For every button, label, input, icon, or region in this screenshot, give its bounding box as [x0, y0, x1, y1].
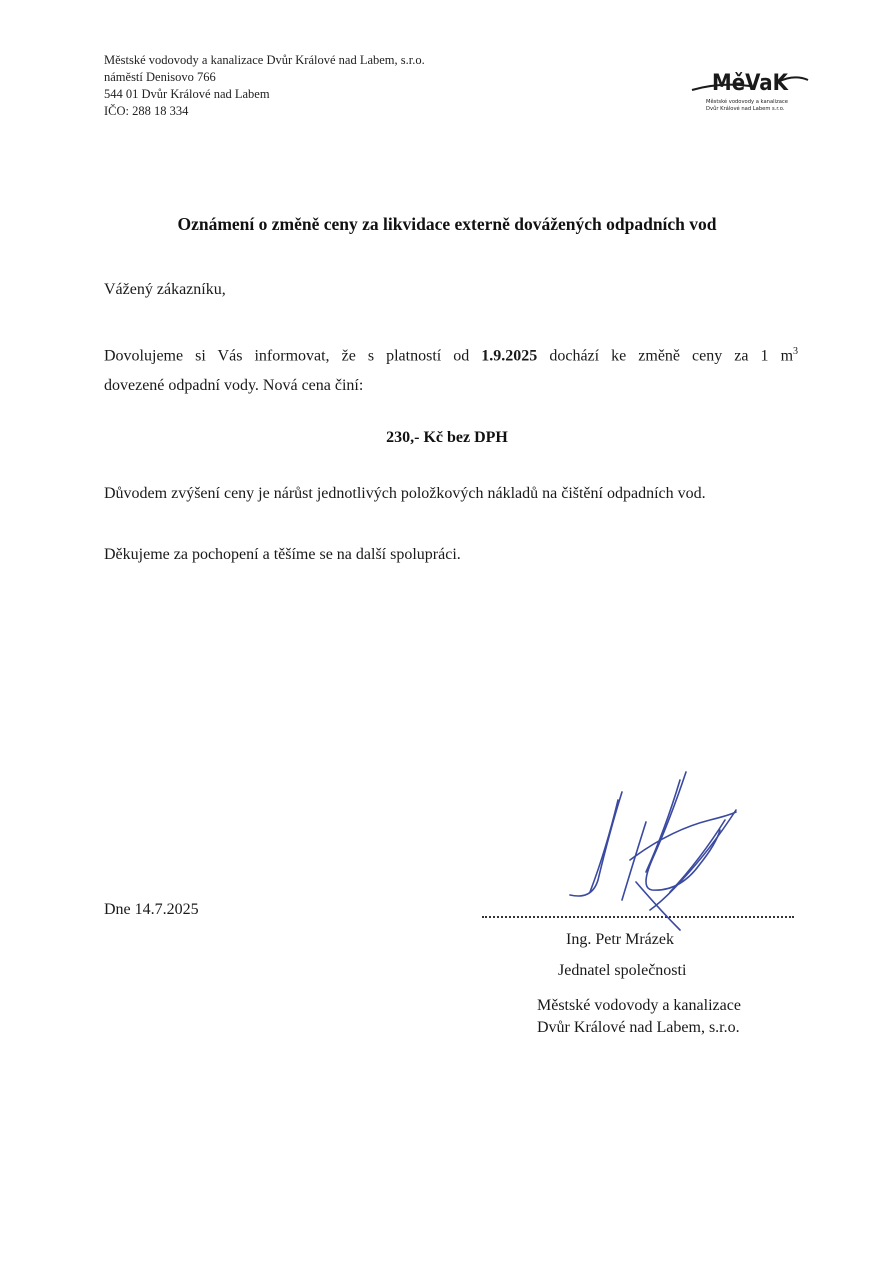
signer-company-line1: Městské vodovody a kanalizace	[537, 997, 741, 1014]
logo-subtitle-2: Dvůr Králové nad Labem s.r.o.	[706, 106, 785, 112]
unit-superscript: 3	[793, 346, 799, 357]
paragraph-price-change	[104, 337, 798, 401]
para1-intro: Dovolujeme si Vás informovat, že s platností od	[104, 347, 470, 365]
para1-line2: dovezené odpadní vody. Nová cena činí:	[104, 377, 364, 395]
document-date: Dne 14.7.2025	[104, 901, 199, 918]
paragraph-thanks: Děkujeme za pochopení a těšíme se na další spolupráci.	[104, 546, 461, 563]
sender-street: náměstí Denisovo 766	[104, 70, 216, 84]
signer-company	[537, 995, 741, 1039]
sender-address	[104, 52, 425, 120]
sender-city: 544 01 Dvůr Králové nad Labem	[104, 87, 270, 101]
paragraph-reason: Důvodem zvýšení ceny je nárůst jednotlivých položkových nákladů na čištění odpadních vod.	[104, 485, 706, 502]
effective-date: 1.9.2025	[481, 347, 538, 365]
new-price: 230,- Kč bez DPH	[386, 429, 508, 446]
logo-text: MěVaK	[712, 71, 788, 96]
document-title: Oznámení o změně ceny za likvidace externě dovážených odpadních vod	[177, 214, 717, 234]
sender-ico: IČO: 288 18 334	[104, 104, 189, 118]
sender-company: Městské vodovody a kanalizace Dvůr Králové nad Labem, s.r.o.	[104, 53, 425, 67]
logo-subtitle-1: Městské vodovody a kanalizace	[706, 99, 788, 105]
mevak-logo	[690, 60, 810, 116]
signer-role: Jednatel společnosti	[558, 962, 687, 979]
greeting: Vážený zákazníku,	[104, 281, 226, 298]
para1-rest: dochází ke změně ceny za 1 m	[549, 347, 794, 365]
signer-name: Ing. Petr Mrázek	[566, 931, 674, 948]
handwritten-signature	[540, 760, 760, 940]
signer-company-line2: Dvůr Králové nad Labem, s.r.o.	[537, 1019, 740, 1036]
